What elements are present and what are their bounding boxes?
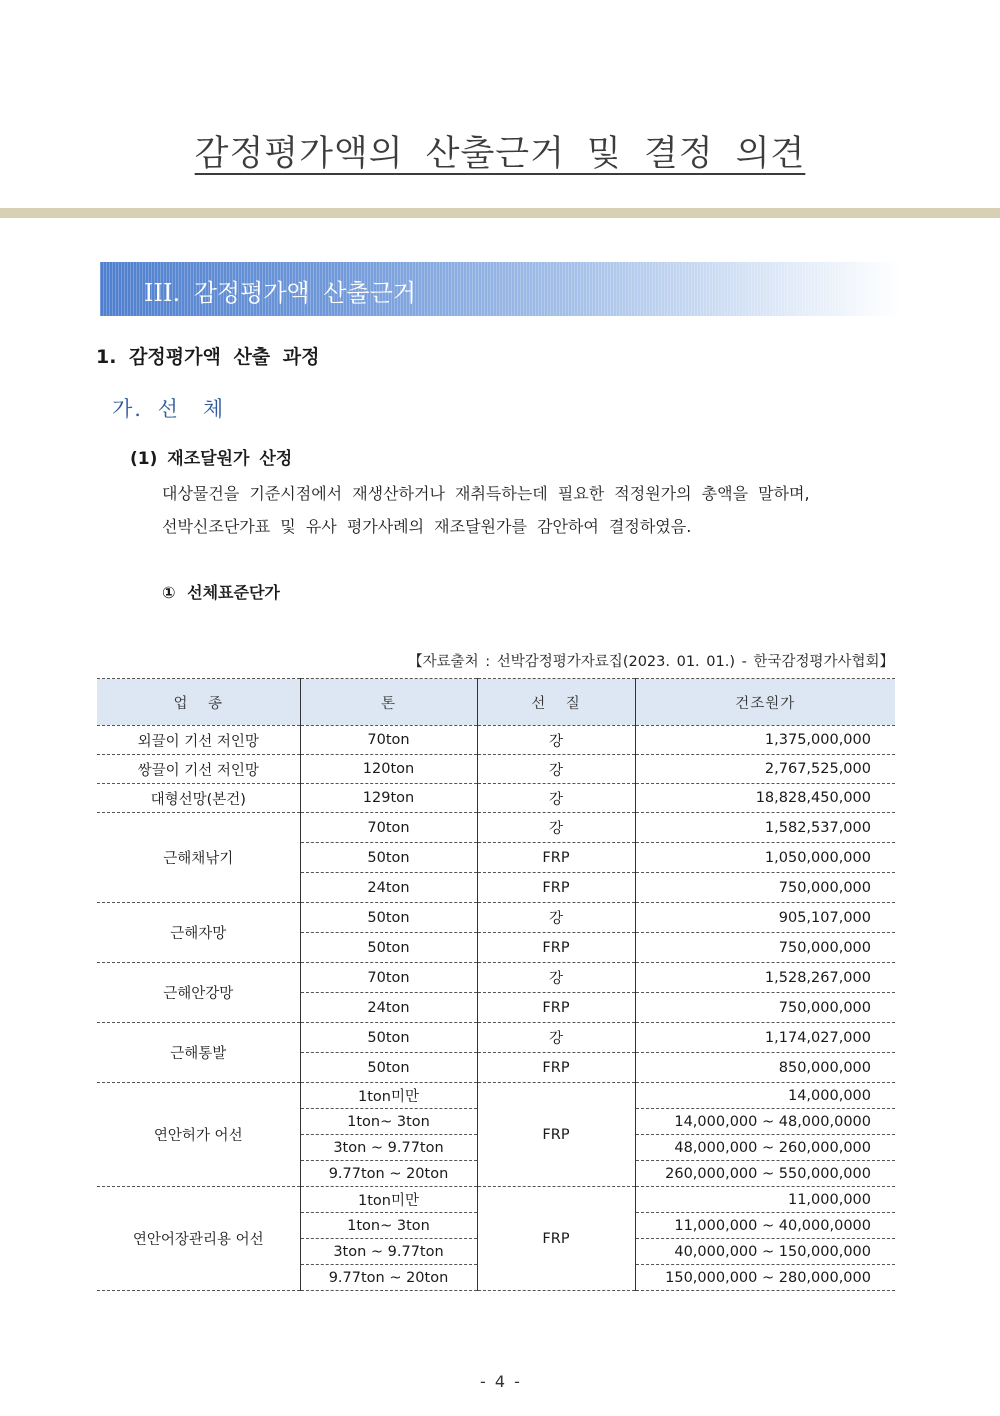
table-row [97,903,895,933]
paragraph-line: 선박신조단가표 및 유사 평가사례의 재조달원가를 감안하여 결정하였음. [162,517,692,536]
table-row [97,1023,895,1053]
table-row [97,1083,895,1109]
header-material: 선 질 [477,679,635,726]
cost-cell: 14,000,000 ~ 48,000,0000 [635,1109,895,1135]
material-cell: FRP [477,843,635,873]
table-row [97,755,895,784]
material-cell: FRP [477,873,635,903]
category-cell: 근해안강망 [97,963,300,1023]
cost-cell: 260,000,000 ~ 550,000,000 [635,1161,895,1187]
cost-cell: 1,050,000,000 [635,843,895,873]
cost-cell: 1,174,027,000 [635,1023,895,1053]
cost-cell: 11,000,000 [635,1187,895,1213]
header-category: 업 종 [97,679,300,726]
cost-cell: 1,582,537,000 [635,813,895,843]
tonnage-cell: 1ton~ 3ton [300,1213,477,1239]
cost-cell: 48,000,000 ~ 260,000,000 [635,1135,895,1161]
document-title [0,126,1000,176]
cost-cell: 18,828,450,000 [635,784,895,813]
material-cell: FRP [477,1053,635,1083]
material-cell: FRP [477,1187,635,1291]
tonnage-cell: 70ton [300,813,477,843]
heading-level-2: 가. 선 체 [112,397,226,421]
heading-level-3: (1) 재조달원가 산정 [130,449,293,469]
section-banner [100,262,900,316]
category-cell: 근해통발 [97,1023,300,1083]
category-cell: 연안어장관리용 어선 [97,1187,300,1291]
tonnage-cell: 50ton [300,1023,477,1053]
cost-cell: 40,000,000 ~ 150,000,000 [635,1239,895,1265]
cost-cell: 11,000,000 ~ 40,000,0000 [635,1213,895,1239]
document-title-text: 감정평가액의 산출근거 및 결정 의견 [194,134,806,174]
cost-cell: 1,528,267,000 [635,963,895,993]
header-tonnage: 톤 [300,679,477,726]
material-cell: 강 [477,755,635,784]
cost-cell: 150,000,000 ~ 280,000,000 [635,1265,895,1291]
material-cell: 강 [477,903,635,933]
material-cell: 강 [477,963,635,993]
tonnage-cell: 50ton [300,903,477,933]
table-row [97,726,895,755]
tonnage-cell: 50ton [300,933,477,963]
cost-cell: 750,000,000 [635,873,895,903]
ship-cost-table [97,678,895,1291]
table-row [97,963,895,993]
tonnage-cell: 3ton ~ 9.77ton [300,1135,477,1161]
section-banner-text: III. 감정평가액 산출근거 [144,279,416,307]
table-row [97,784,895,813]
tonnage-cell: 1ton~ 3ton [300,1109,477,1135]
cost-cell: 1,375,000,000 [635,726,895,755]
tonnage-cell: 1ton미만 [300,1083,477,1109]
material-cell: 강 [477,726,635,755]
table-header-row [97,679,895,726]
category-cell: 연안허가 어선 [97,1083,300,1187]
category-cell: 대형선망(본건) [97,784,300,813]
cost-cell: 750,000,000 [635,993,895,1023]
cost-cell: 905,107,000 [635,903,895,933]
category-cell: 근해채낚기 [97,813,300,903]
tonnage-cell: 1ton미만 [300,1187,477,1213]
cost-cell: 14,000,000 [635,1083,895,1109]
material-cell: 강 [477,813,635,843]
header-cost: 건조원가 [635,679,895,726]
category-cell: 외끌이 기선 저인망 [97,726,300,755]
tonnage-cell: 120ton [300,755,477,784]
tonnage-cell: 9.77ton ~ 20ton [300,1161,477,1187]
source-note: 【자료출처 : 선박감정평가자료집(2023. 01. 01.) - 한국감정평가사협회】 [408,654,894,670]
page-number: - 4 - [480,1372,520,1391]
tonnage-cell: 129ton [300,784,477,813]
cost-cell: 750,000,000 [635,933,895,963]
cost-cell: 850,000,000 [635,1053,895,1083]
tonnage-cell: 50ton [300,843,477,873]
heading-level-1: 1. 감정평가액 산출 과정 [96,346,320,368]
tonnage-cell: 9.77ton ~ 20ton [300,1265,477,1291]
paragraph-line: 대상물건을 기준시점에서 재생산하거나 재취득하는데 필요한 적정원가의 총액을 말하며, [162,484,810,503]
material-cell: FRP [477,933,635,963]
material-cell: FRP [477,993,635,1023]
cost-cell: 2,767,525,000 [635,755,895,784]
material-cell: 강 [477,784,635,813]
category-cell: 근해자망 [97,903,300,963]
title-divider [0,208,1000,218]
tonnage-cell: 70ton [300,726,477,755]
tonnage-cell: 24ton [300,873,477,903]
tonnage-cell: 70ton [300,963,477,993]
tonnage-cell: 3ton ~ 9.77ton [300,1239,477,1265]
tonnage-cell: 24ton [300,993,477,1023]
heading-level-4: ① 선체표준단가 [162,583,280,602]
table-row [97,1187,895,1213]
tonnage-cell: 50ton [300,1053,477,1083]
category-cell: 쌍끌이 기선 저인망 [97,755,300,784]
material-cell: FRP [477,1083,635,1187]
material-cell: 강 [477,1023,635,1053]
table-row [97,813,895,843]
